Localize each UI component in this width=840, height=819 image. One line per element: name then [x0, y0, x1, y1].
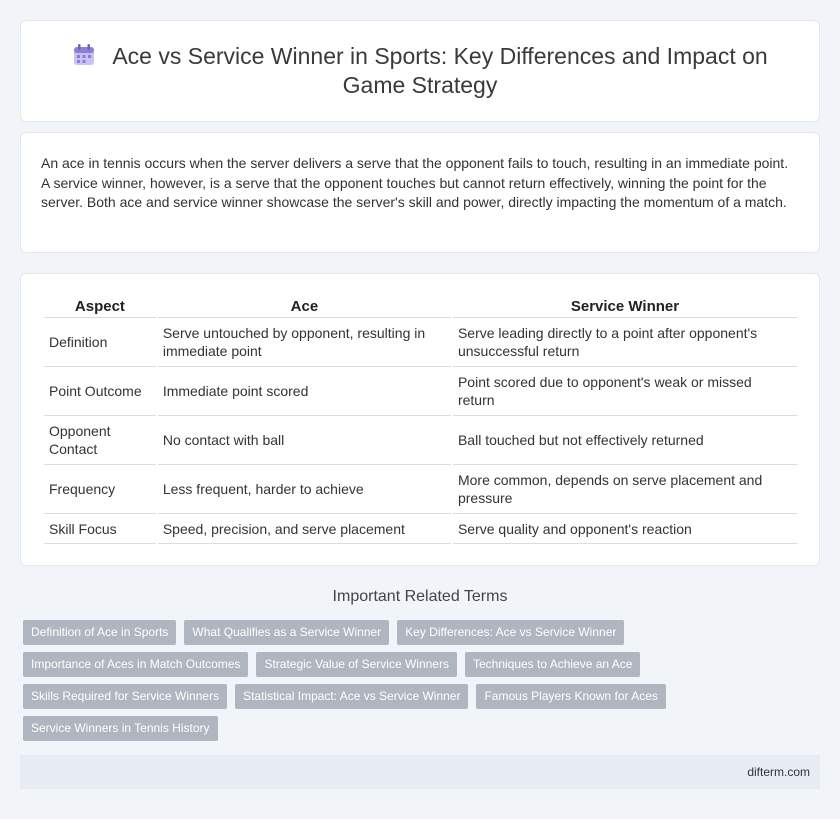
related-term-link[interactable]: Techniques to Achieve an Ace — [465, 652, 640, 677]
table-header-row — [44, 294, 797, 318]
related-term-link[interactable]: Statistical Impact: Ace vs Service Winner — [235, 684, 468, 709]
comparison-table-card — [20, 273, 820, 566]
table-row — [44, 465, 797, 514]
comparison-table — [42, 294, 799, 544]
table-row — [44, 416, 797, 465]
row-ace: Less frequent, harder to achieve — [158, 465, 451, 514]
header-aspect: Aspect — [44, 294, 156, 318]
row-service-winner: Serve leading directly to a point after opponent's unsuccessful return — [453, 318, 797, 367]
related-term-link[interactable]: Definition of Ace in Sports — [23, 620, 176, 645]
row-ace: Immediate point scored — [158, 367, 451, 416]
intro-card — [20, 132, 820, 253]
related-term-link[interactable]: Famous Players Known for Aces — [476, 684, 665, 709]
row-service-winner: More common, depends on serve placement and pressure — [453, 465, 797, 514]
related-term-link[interactable]: Importance of Aces in Match Outcomes — [23, 652, 248, 677]
row-service-winner: Ball touched but not effectively returned — [453, 416, 797, 465]
page-title-text: Ace vs Service Winner in Sports: Key Differences and Impact on Game Strategy — [112, 43, 768, 98]
row-ace: Serve untouched by opponent, resulting in immediate point — [158, 318, 451, 367]
intro-paragraph: An ace in tennis occurs when the server delivers a serve that the opponent fails to touch, resulting in an immediate point. A service winner, however, is a serve that the opponent touches but cannot return effectively, winning the point for the server. Both ace and service winner showcase the server's skill and power, directly impacting the momentum of a match. — [41, 155, 789, 210]
related-term-link[interactable]: Skills Required for Service Winners — [23, 684, 227, 709]
related-terms-heading: Important Related Terms — [332, 588, 508, 605]
row-aspect: Opponent Contact — [44, 416, 156, 465]
footer-site-link[interactable]: difterm.com — [747, 765, 810, 779]
row-aspect: Frequency — [44, 465, 156, 514]
row-service-winner: Point scored due to opponent's weak or missed return — [453, 367, 797, 416]
row-aspect: Point Outcome — [44, 367, 156, 416]
title-card — [20, 20, 820, 122]
header-ace: Ace — [158, 294, 451, 318]
table-row — [44, 367, 797, 416]
footer — [20, 755, 820, 789]
related-term-link[interactable]: Service Winners in Tennis History — [23, 716, 218, 741]
table-row — [44, 318, 797, 367]
header-service-winner: Service Winner — [453, 294, 797, 318]
related-term-link[interactable]: Key Differences: Ace vs Service Winner — [397, 620, 624, 645]
row-service-winner: Serve quality and opponent's reaction — [453, 514, 797, 544]
row-ace: Speed, precision, and serve placement — [158, 514, 451, 544]
calendar-icon — [72, 43, 96, 67]
row-aspect: Definition — [44, 318, 156, 367]
related-term-link[interactable]: What Qualifies as a Service Winner — [184, 620, 389, 645]
related-term-link[interactable]: Strategic Value of Service Winners — [256, 652, 457, 677]
table-row — [44, 514, 797, 544]
page-title — [51, 42, 789, 100]
row-aspect: Skill Focus — [44, 514, 156, 544]
row-ace: No contact with ball — [158, 416, 451, 465]
related-terms-list — [23, 620, 813, 748]
